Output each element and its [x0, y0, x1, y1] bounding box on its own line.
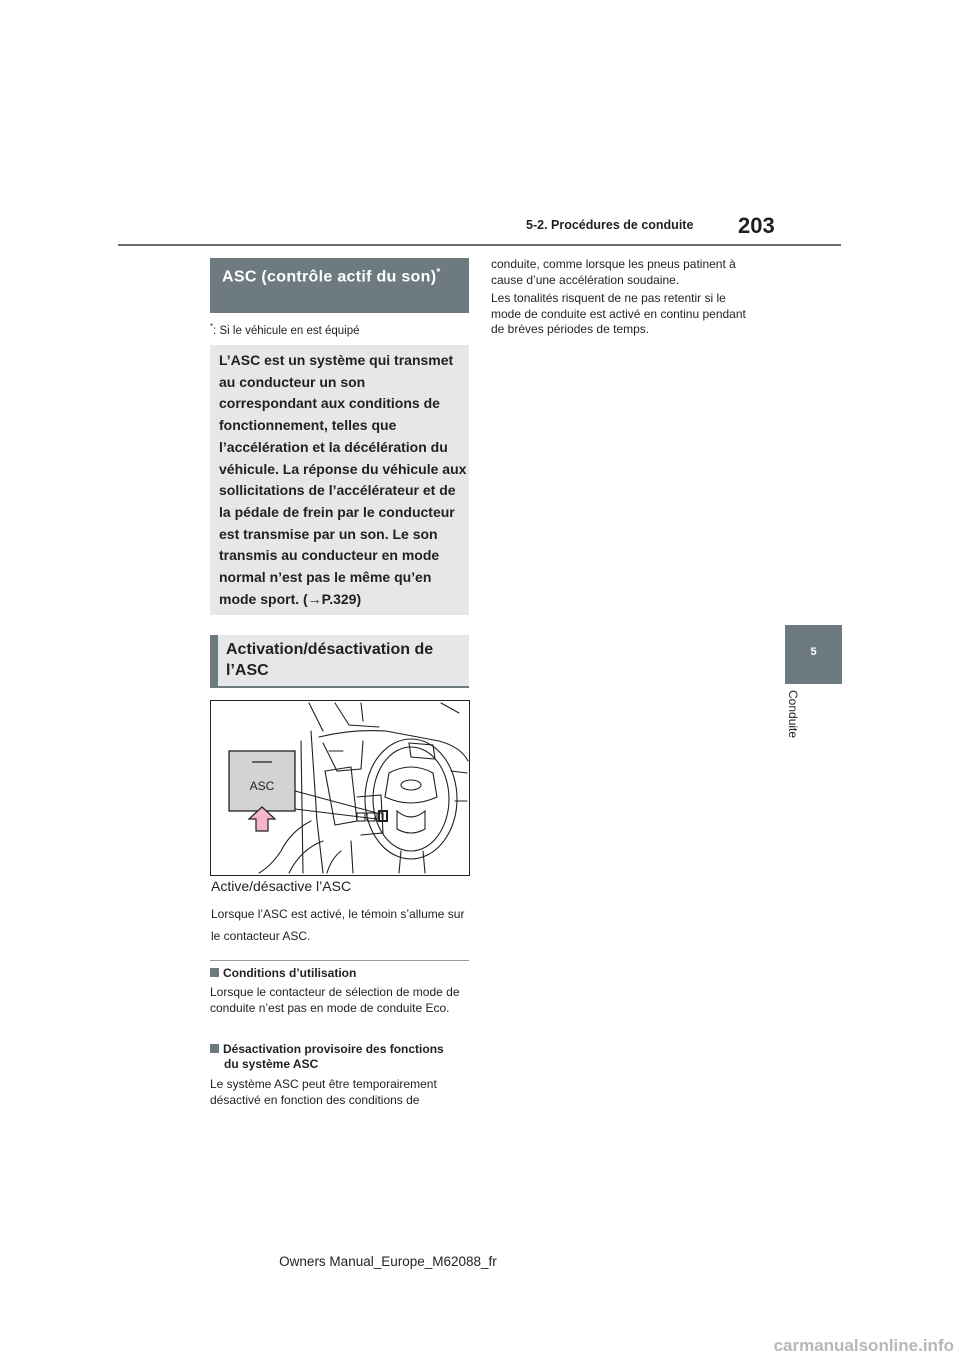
illustration-caption-note: Lorsque l’ASC est activé, le témoin s’allume sur le contacteur ASC.	[211, 907, 465, 943]
header-rule	[118, 244, 841, 246]
conditions-body: Lorsque le contacteur de sélection de mode de conduite n’est pas en mode de conduite Eco.	[210, 985, 460, 1015]
deactivation-body: Le système ASC peut être temporairement désactivé en fonction des conditions de	[210, 1077, 437, 1107]
illustration-caption: Active/désactive l’ASC	[211, 878, 352, 894]
heading-accent-bar	[210, 635, 218, 688]
chapter-tab-label: Conduite	[786, 690, 800, 739]
bullet-square-icon	[210, 1044, 219, 1053]
activation-section-title: Activation/désactivation de l’ASC	[226, 641, 434, 679]
watermark: carmanualsonline.info	[773, 1336, 954, 1355]
asc-section-title: ASC (contrôle actif du son)	[222, 268, 437, 286]
asc-switch-illustration	[210, 700, 470, 876]
deactivation-heading: Désactivation provisoire des fonctions du système ASC	[210, 1042, 469, 1072]
footnote-text: : Si le véhicule en est équipé	[213, 324, 360, 337]
conditions-heading: Conditions d’utilisation	[210, 966, 469, 981]
bullet-square-icon	[210, 968, 219, 977]
deactivation-tones-note: Les tonalités risquent de ne pas retentir si le mode de conduite est activé en continu pendant de brèves périodes de temps.	[491, 291, 746, 336]
asc-intro-box	[210, 345, 469, 615]
asc-title-footnote-mark: *	[436, 267, 441, 278]
footnote-mark: *	[210, 322, 214, 331]
page-footer: Owners Manual_Europe_M62088_fr	[279, 1254, 497, 1269]
section-header: 5-2. Procédures de conduite	[526, 218, 694, 232]
deactivation-body-continued: conduite, comme lorsque les pneus patinent à cause d’une accélération soudaine.	[491, 257, 736, 287]
asc-button-label: ASC	[249, 779, 275, 793]
separator-rule	[210, 960, 469, 961]
page-number: 203	[738, 213, 775, 238]
asc-intro-text: L’ASC est un système qui transmet au conducteur un son correspondant aux conditions de fonctionnement, telles que l’accélération et la décélération du véhicule. La réponse du véhicule aux sollicitations de l’accélérateur et de la pédale de frein par le conducteur est transmise par un son. Le son transmis au conducteur en mode normal n’est pas le même qu’en mode sport. (→P.329)	[219, 352, 467, 607]
chapter-tab-number: 5	[810, 646, 817, 658]
asc-section-heading	[210, 258, 469, 313]
activation-section-heading	[210, 635, 469, 688]
footnote	[210, 322, 360, 337]
